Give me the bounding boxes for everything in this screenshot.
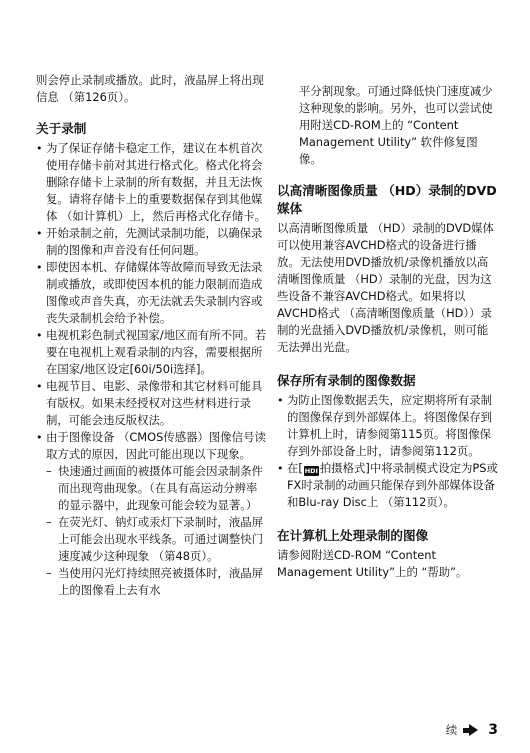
bullet-icon: • xyxy=(277,462,284,476)
left-column xyxy=(36,72,268,599)
computer-text: 请参阅附送CD-ROM “Content Management Utility”上的 “帮助”。 xyxy=(277,548,468,580)
sub-list-item: – 当使用闪光灯持续照亮被摄体时，液晶屏上的图像看上去有水 xyxy=(46,566,264,597)
list-item: • 为了保证存储卡稳定工作，建议在本机首次使用存储卡前对其进行格式化。格式化将会删除存储卡上录制的所有数据，并且无法恢复。请将存储卡上的重要数据保存到其他媒体 （如计算机）上，然后再格式化存储卡。 xyxy=(36,141,267,223)
bullet-icon: • xyxy=(36,142,43,155)
bullet-icon: • xyxy=(36,329,43,342)
bullet-icon: • xyxy=(36,431,43,444)
bullet-icon: • xyxy=(277,394,284,408)
section-title-save-data: 保存所有录制的图像数据 xyxy=(277,373,416,389)
section-title-recording: 关于录制 xyxy=(36,121,87,136)
page-number: 3 xyxy=(488,722,498,738)
dash-icon: – xyxy=(46,566,52,580)
list-item: • 电视机彩色制式视国家/地区而有所不同。若要在电视机上观看录制的内容，需要根据所在国家/地区设定[60i/50i选择]。 xyxy=(36,328,267,376)
right-column xyxy=(277,72,499,581)
list-item: • 开始录制之前，先测试录制功能，以确保录制的图像和声音没有任何问题。 xyxy=(36,226,263,257)
page-footer xyxy=(446,722,498,738)
bullet-icon: • xyxy=(36,261,43,274)
continued-text: 平分割现象。可通过降低快门速度减少这种现象的影响。另外，也可以尝试使用附送CD-ROM上的 “Content Management Utility” 软件修复图像。 xyxy=(299,84,493,167)
dash-icon: – xyxy=(46,515,52,529)
list-item: • 在[ HDI 拍摄格式]中将录制模式设定为PS或FX时录制的动画只能保存到外部媒体设备和Blu-ray Disc上 （第112页）。 xyxy=(277,461,498,510)
sub-list-item: – 快速通过画面的被摄体可能会因录制条件而出现弯曲现象。（在具有高运动分辨率的显示器中，此现象可能会较为显著。） xyxy=(46,464,264,512)
list-item: • 为防止图像数据丢失，应定期将所有录制的图像保存到外部媒体上。将图像保存到计算机上时，请参阅第115页。将图像保存到外部设备上时，请参阅第112页。 xyxy=(277,393,493,459)
arrow-right-icon xyxy=(463,724,478,736)
hd-icon: HDI xyxy=(304,467,318,476)
bullet-icon: • xyxy=(36,227,43,240)
sub-list-item: – 在荧光灯、钠灯或汞灯下录制时，液晶屏上可能会出现水平线条。可通过调整快门速度减少这种现象 （第48页）。 xyxy=(46,515,264,563)
list-item: • 电视节目、电影、录像带和其它材料可能具有版权。如果未经授权对这些材料进行录制，可能会违反版权法。 xyxy=(36,379,263,427)
list-item: • 由于图像设备 （CMOS传感器）图像信号读取方式的原因，因此可能出现以下现象。 xyxy=(36,430,266,461)
dash-icon: – xyxy=(46,464,52,478)
section-title-computer: 在计算机上处理录制的图像 xyxy=(277,528,429,544)
bullet-icon: • xyxy=(36,380,43,393)
continued-label: 续 xyxy=(445,723,458,737)
section-title-hd-dvd: 以高清晰图像质量 （HD）录制的DVD媒体 xyxy=(277,183,497,217)
hd-dvd-text: 以高清晰图像质量 （HD）录制的DVD媒体可以使用兼容AVCHD格式的设备进行播放。无法使用DVD播放机/录像机播放以高清晰图像质量 （HD）录制的光盘，因为这些设备不兼容AVCHD格式。如果将以AVCHD格式 （高清晰图像质量（HD））录制的光盘插入DVD播放机/录像机，则可能无法弹出光盘。 xyxy=(277,221,494,355)
list-item: • 即使因本机、存储媒体等故障而导致无法录制或播放，或即使因本机的能力限制而造成图像或声音失真，亦无法就丢失录制内容或丧失录制机会给予补偿。 xyxy=(36,260,263,325)
intro-text: 则会停止录制或播放。此时，液晶屏上将出现信息 （第126页）。 xyxy=(36,73,264,104)
